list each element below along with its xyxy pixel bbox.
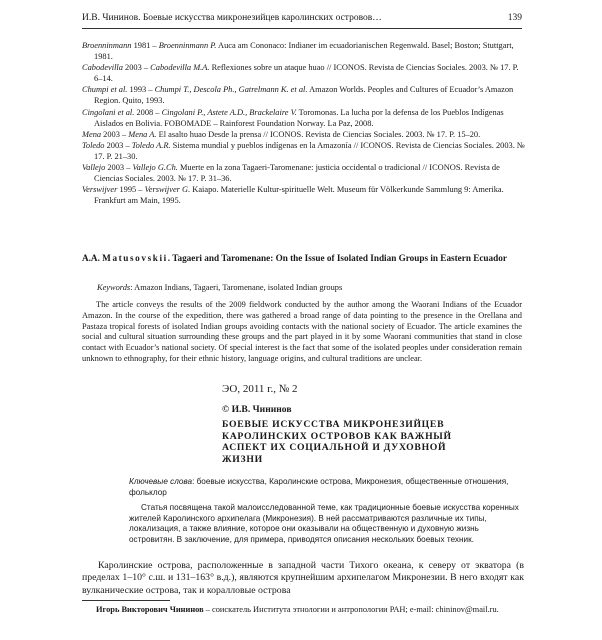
article-title: БОЕВЫЕ ИСКУССТВА МИКРОНЕЗИЙЦЕВ КАРОЛИНСКИХ ОСТРОВОВ КАК ВАЖНЫЙ АСПЕКТ ИХ СОЦИАЛЬНОЙ И ДУХОВНОЙ ЖИЗНИ [222, 419, 452, 465]
article-author: © И.В. Чининов [222, 404, 292, 415]
reference-item: Cabodevilla 2003 – Cabodevilla M.A. Reflexiones sobre un ataque huao // ICONOS. Revista de Ciencias Sociales. 2003. № 17. P. 6–14. [82, 63, 519, 84]
russian-keywords: Ключевые слова: боевые искусства, Каролинские острова, Микронезия, общественные отношения, фольклор [129, 477, 509, 497]
author-footnote: Игорь Викторович Чининов – соискатель Института этнологии и антропологии РАН; e-mail: chininov@mail.ru. [96, 605, 499, 614]
english-abstract-text: The article conveys the results of the 2009 fieldwork conducted by the author among the Waorani Indians of the Ecuador Amazon. In the course of the expedition, there was gathered a broad range of data pointing to the presence in the Orellana and Pastaza tropical forests of isolated Indian groups avoiding contacts with the national society of Ecuador. The article examines the social and cultural situation surrounding these groups and the part played in it by some Waorani communities that stand in close contact with Ecuador’s national society. Of special interest is the fact that some of the isolated peoples under consideration remain unknown to ethnography, for their ethnic history, language origins, and cultural traditions are unclear. [82, 300, 522, 363]
article-body: Каролинские острова, расположенные в западной части Тихого океана, к северу от экватора (в пределах 1–10° с.ш. и 131–163° в.д.), являются крупнейшим архипелагом Микронезии. В него входят как вулканические острова, так и коралловые острова [82, 560, 524, 596]
reference-list [82, 40, 526, 206]
author-surname: Matusovskii [102, 253, 168, 263]
issue-label: ЭО, 2011 г., № 2 [222, 383, 298, 395]
reference-item: Vallejo 2003 – Vallejo G.Ch. Muerte en la zona Tagaeri-Taromenane: justicia occidental o tradicional // ICONOS. Revista de Ciencias Sociales. 2003. № 17. P. 31–36. [82, 163, 500, 184]
english-abstract-title: A.A. Matusovskii. Tagaeri and Taromenane: On the Issue of Isolated Indian Groups in Eastern Ecuador [82, 253, 507, 263]
reference-item: Mena 2003 – Mena A. El asalto huao Desde la prensa // ICONOS. Revista de Ciencias Sociales. 2003. № 17. P. 15–20. [82, 129, 481, 139]
reference-item: Toledo 2003 – Toledo A.R. Sistema mundial y pueblos indígenas en la Amazonía // ICONOS. Revista de Ciencias Sociales. 2003. № 17. P. 21–30. [82, 140, 525, 161]
reference-item: Verswijver 1995 – Verswijver G. Kaiapo. Materielle Kultur-spirituelle Welt. Museum für Völkerkunde Sammlung 9: Amerika. Frankfurt am Main, 1995. [82, 185, 504, 206]
russian-abstract: Статья посвящена такой малоисследованной теме, как традиционные боевые искусства коренных жителей Каролинского архипелага (Микронезия). В ней рассматриваются различные их типы, локализация, а также влияние, которое они оказывали на общественную и духовную жизнь островитян. В заключение, для примера, приводятся описания нескольких боевых техник. [129, 503, 519, 544]
page-number: 139 [507, 13, 522, 23]
english-keywords: Keywords: Amazon Indians, Tagaeri, Taromenane, isolated Indian groups [97, 283, 343, 292]
running-head [82, 13, 522, 23]
reference-item: Chumpi et al. 1993 – Chumpi T., Descola Ph., Gatrelmann K. et al. Amazon Worlds. Peoples and Cultures of Ecuador’s Amazon Region. Quito, 1993. [82, 85, 514, 106]
footnote-rule [82, 600, 170, 601]
reference-item: Broenninmann 1981 – Broenninmann P. Auca am Cononaco: Indianer im ecuadorianischen Regenwald. Basel; Boston; Stuttgart, 1981. [82, 41, 514, 62]
reference-item: Cingolani et al. 2008 – Cingolani P., Astete A.D., Brackelaire V. Toromonas. La lucha por la defensa de los Pueblos Indígenas Aislados en Bolivia. FOBOMADE – Rainforest Foundation Norway. La Paz, 2008. [82, 107, 504, 128]
header-rule [82, 28, 522, 29]
running-head-title: И.В. Чининов. Боевые искусства микронезийцев каролинских островов… [82, 13, 382, 23]
